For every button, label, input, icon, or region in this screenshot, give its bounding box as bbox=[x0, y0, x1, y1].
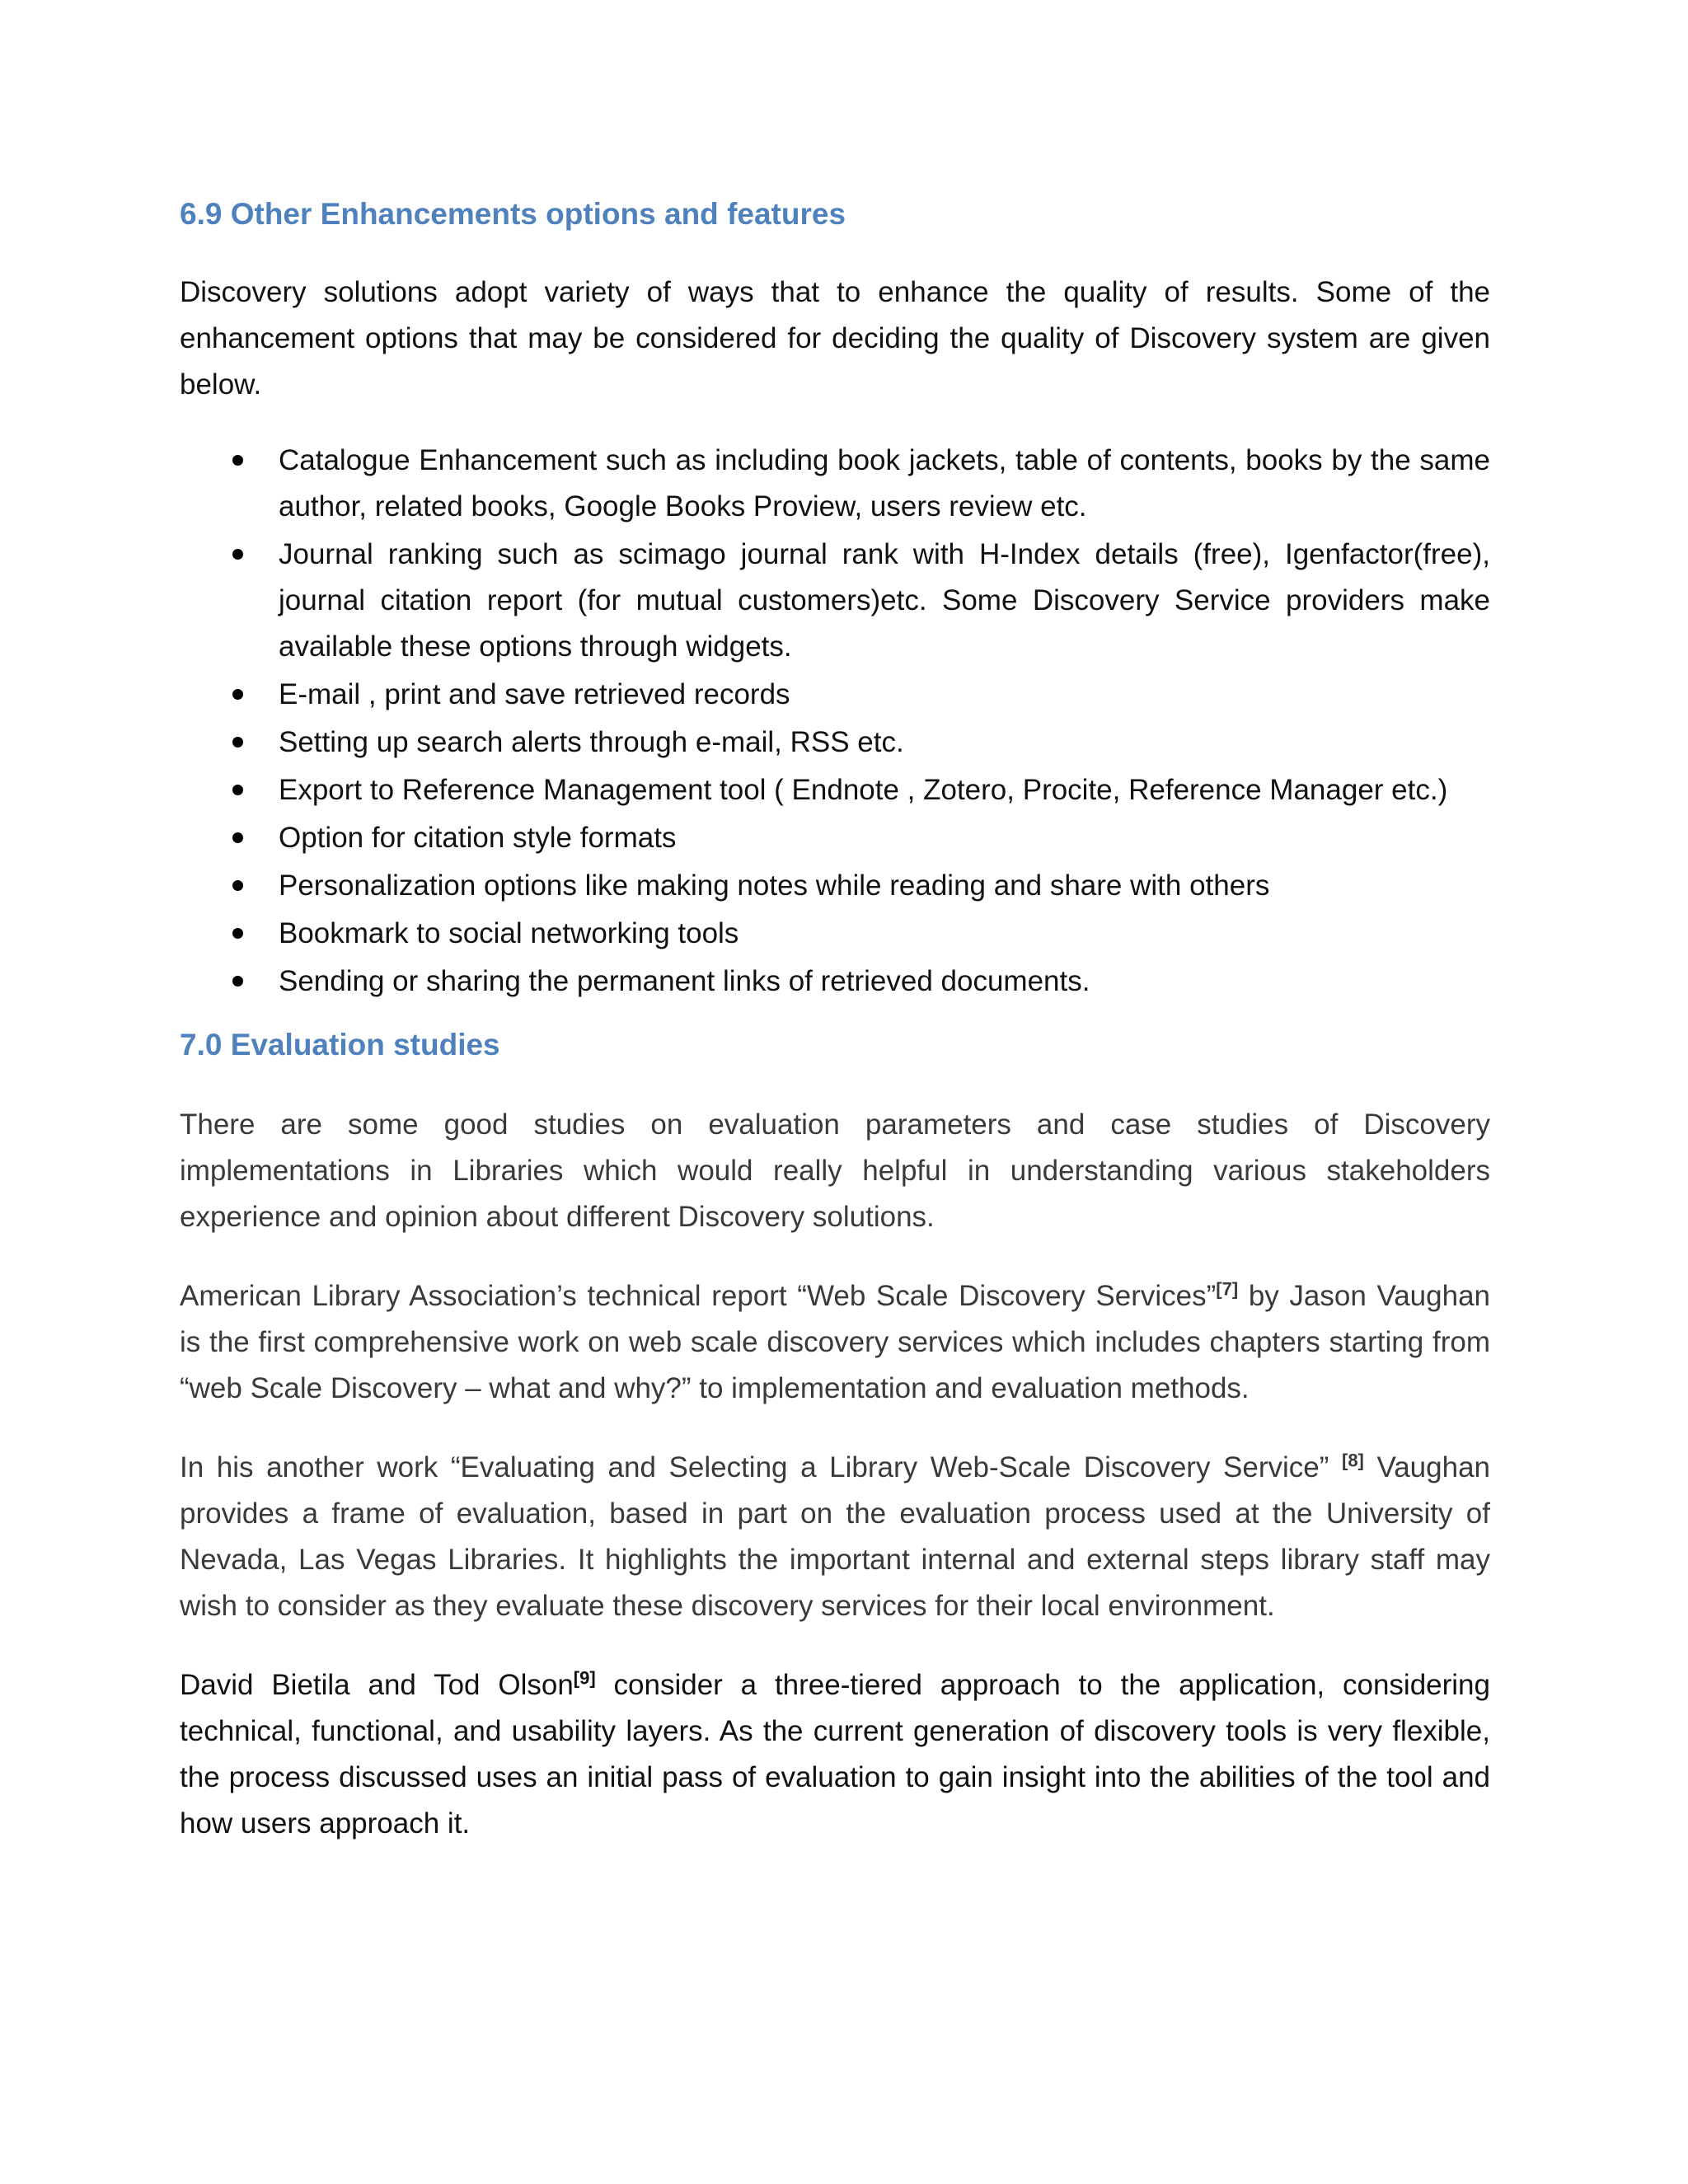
bullet-text: Sending or sharing the permanent links of retrieved documents. bbox=[279, 965, 1090, 997]
bullet-item bbox=[180, 815, 1490, 861]
bullet-item bbox=[180, 863, 1490, 909]
bullet-item bbox=[180, 719, 1490, 766]
bullet-text: Setting up search alerts through e-mail, RSS etc. bbox=[279, 726, 904, 758]
citation-ref: [7] bbox=[1216, 1278, 1239, 1300]
bullet-item bbox=[180, 438, 1490, 530]
section-intro-paragraph: Discovery solutions adopt variety of ways that to enhance the quality of results. Some of the enhancement options that may be considered for deciding the quality of Discovery system are given below. bbox=[180, 276, 1490, 401]
bietila-olson-paragraph bbox=[180, 1662, 1490, 1847]
bullet-dot-icon bbox=[232, 689, 243, 700]
ala-report-paragraph bbox=[180, 1273, 1490, 1412]
bullet-item bbox=[180, 958, 1490, 1005]
citation-ref: [9] bbox=[573, 1667, 596, 1689]
bullet-text: E-mail , print and save retrieved records bbox=[279, 678, 790, 710]
evaluation-intro-paragraph: There are some good studies on evaluation parameters and case studies of Discovery implementations in Libraries which would really helpful in understanding various stakeholders experience and opinion about different Discovery solutions. bbox=[180, 1108, 1490, 1233]
paragraph-text: In his another work “Evaluating and Selecting a Library Web-Scale Discovery Service” bbox=[180, 1451, 1329, 1483]
enhancement-bullet-list bbox=[180, 438, 1490, 1005]
bullet-dot-icon bbox=[232, 737, 243, 748]
bullet-text: Personalization options like making notes while reading and share with others bbox=[279, 869, 1270, 902]
paragraph-text: American Library Association’s technical report “Web Scale Discovery Services” bbox=[180, 1280, 1217, 1312]
bullet-item bbox=[180, 532, 1490, 670]
bullet-text: Journal ranking such as scimago journal rank with H-Index details (free), Igenfactor(free), journal citation report (for mutual customers)etc. Some Discovery Service providers make available these options through widgets. bbox=[279, 538, 1490, 663]
section-heading-7-0: 7.0 Evaluation studies bbox=[180, 1028, 500, 1062]
bullet-dot-icon bbox=[232, 455, 243, 466]
paragraph-text: David Bietila and Tod Olson bbox=[180, 1669, 574, 1701]
bullet-dot-icon bbox=[232, 549, 243, 560]
citation-ref: [8] bbox=[1342, 1450, 1364, 1471]
paragraph-text: Vaughan provides a frame of evaluation, based in part on the evaluation process used at the University of Nevada, Las Vegas Libraries. It highlights the important internal and external steps library staff may wish to consider as they evaluate these discovery services for their local environment. bbox=[180, 1451, 1491, 1622]
paragraph-text: consider a three-tiered approach to the application, considering technical, functional, and usability layers. As the current generation of discovery tools is very flexible, the process discussed uses an initial pass of evaluation to gain insight into the abilities of the tool and how users approach it. bbox=[180, 1669, 1490, 1840]
bullet-dot-icon bbox=[232, 880, 243, 891]
bullet-dot-icon bbox=[232, 832, 243, 843]
bullet-item bbox=[180, 767, 1490, 813]
bullet-text: Option for citation style formats bbox=[279, 822, 677, 854]
bullet-text: Export to Reference Management tool ( Endnote , Zotero, Procite, Reference Manager etc.) bbox=[279, 774, 1448, 806]
section-heading-6-9: 6.9 Other Enhancements options and features bbox=[180, 197, 846, 231]
paragraph-text: by Jason Vaughan is the first comprehensive work on web scale discovery services which includes chapters starting from “web Scale Discovery – what and why?” to implementation and evaluation methods. bbox=[180, 1280, 1491, 1404]
bullet-item bbox=[180, 672, 1490, 718]
page-content bbox=[180, 194, 1490, 1847]
vaughan-work-paragraph bbox=[180, 1445, 1490, 1629]
bullet-dot-icon bbox=[232, 785, 243, 795]
bullet-text: Bookmark to social networking tools bbox=[279, 917, 739, 949]
bullet-item bbox=[180, 911, 1490, 957]
bullet-dot-icon bbox=[232, 928, 243, 939]
bullet-dot-icon bbox=[232, 976, 243, 987]
bullet-text: Catalogue Enhancement such as including book jackets, table of contents, books by the same author, related books, Google Books Proview, users review etc. bbox=[279, 444, 1490, 523]
